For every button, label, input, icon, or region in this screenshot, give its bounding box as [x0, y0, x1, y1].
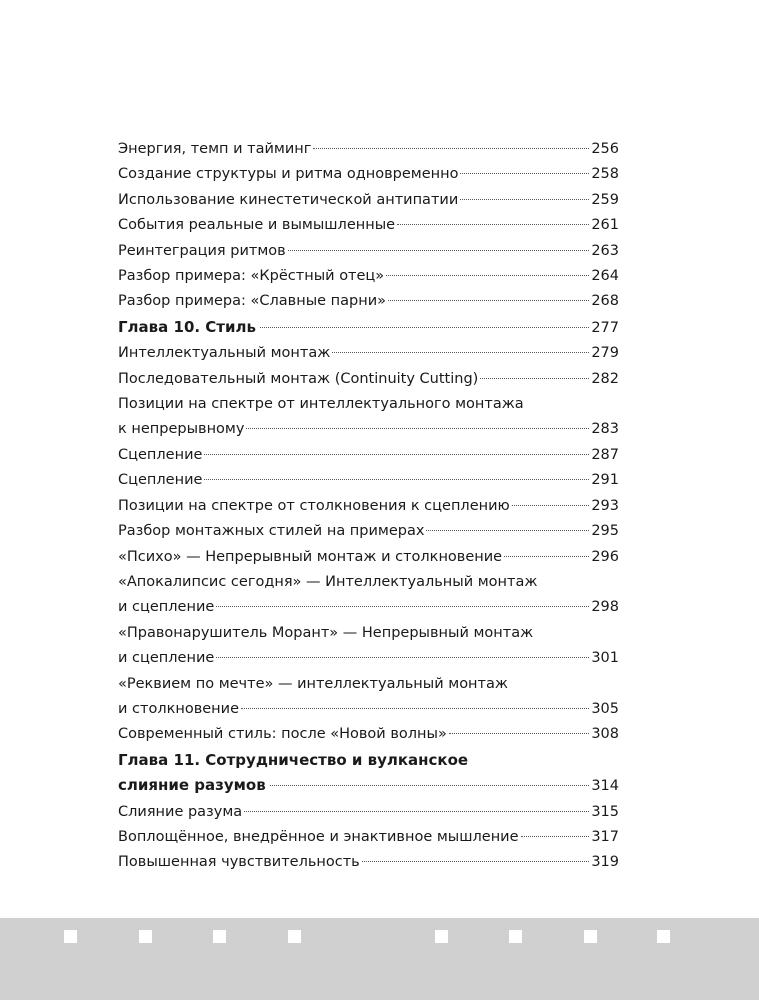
toc-page-number: 314 — [591, 778, 619, 795]
toc-entry-line — [118, 341, 619, 366]
footer-square — [64, 930, 77, 943]
footer-square — [288, 930, 301, 943]
toc-entry-title: и сцепление — [118, 599, 215, 616]
toc-entry-line — [118, 137, 619, 162]
toc-section-entry — [118, 800, 619, 825]
toc-entry-title: Сцепление — [118, 446, 203, 463]
footer-square — [657, 930, 670, 943]
toc-section-entry — [118, 494, 619, 519]
toc-section-entry — [118, 213, 619, 238]
toc-entry-line — [118, 264, 619, 289]
toc-entry-title: Энергия, темп и тайминг — [118, 141, 312, 157]
toc-entry-line — [118, 545, 619, 570]
toc-entry-line — [118, 800, 619, 825]
toc-page-number: 263 — [591, 242, 619, 259]
toc-entry-title: Интеллектуальный монтаж — [118, 345, 331, 362]
dot-leader — [362, 861, 590, 862]
footer-band — [0, 918, 759, 1000]
toc-entry-line — [118, 162, 619, 187]
toc-chapter-entry — [118, 748, 619, 800]
toc-entry-line — [118, 239, 619, 264]
toc-page-number: 295 — [591, 523, 619, 540]
dot-leader — [397, 224, 589, 225]
toc-page-number: 261 — [591, 217, 619, 234]
toc-entry-line — [118, 392, 619, 417]
dot-leader — [512, 505, 590, 506]
toc-page-number: 268 — [591, 293, 619, 310]
toc-page-number: 291 — [591, 472, 619, 489]
toc-entry-line — [118, 850, 619, 875]
toc-page-number: 317 — [591, 828, 619, 845]
toc-section-entry — [118, 289, 619, 314]
toc-entry-title: Разбор монтажных стилей на примерах — [118, 523, 425, 540]
toc-entry-line — [118, 595, 619, 620]
toc-section-entry — [118, 162, 619, 187]
toc-entry-title: слияние разумов — [118, 776, 266, 795]
toc-section-entry — [118, 137, 619, 162]
toc-entry-line — [118, 367, 619, 392]
toc-section-entry — [118, 519, 619, 544]
dot-leader — [460, 199, 589, 200]
dot-leader — [504, 556, 589, 557]
toc-entry-line — [118, 213, 619, 238]
dot-leader — [313, 148, 589, 149]
dot-leader — [246, 428, 589, 429]
toc-section-entry — [118, 825, 619, 850]
footer-square — [213, 930, 226, 943]
toc-page-number: 308 — [591, 726, 619, 743]
dot-leader — [204, 454, 589, 455]
toc-entry-title: Современный стиль: после «Новой волны» — [118, 726, 447, 743]
dot-leader — [332, 352, 589, 353]
table-of-contents — [118, 137, 619, 876]
toc-page-number: 305 — [591, 700, 619, 717]
toc-page-number: 259 — [591, 191, 619, 208]
dot-leader — [260, 327, 589, 328]
toc-page-number: 258 — [591, 166, 619, 183]
toc-page-number: 264 — [591, 268, 619, 285]
toc-section-entry — [118, 367, 619, 392]
toc-entry-line — [118, 289, 619, 314]
toc-entry-line — [118, 188, 619, 213]
toc-page-number: 319 — [591, 854, 619, 871]
toc-entry-line — [118, 570, 619, 595]
toc-entry-title: Реинтеграция ритмов — [118, 242, 286, 259]
dot-leader — [204, 479, 589, 480]
toc-entry-line — [118, 773, 619, 799]
toc-entry-title: к непрерывному — [118, 421, 245, 438]
toc-page-number: 293 — [591, 497, 619, 514]
toc-chapter-entry — [118, 315, 619, 341]
toc-section-entry — [118, 722, 619, 747]
toc-entry-title: Повышенная чувствительность — [118, 854, 360, 871]
dot-leader — [388, 300, 589, 301]
toc-page-number: 279 — [591, 345, 619, 362]
toc-entry-line — [118, 443, 619, 468]
toc-section-entry — [118, 570, 619, 621]
toc-entry-title: Последовательный монтаж (Continuity Cutting) — [118, 370, 479, 387]
dot-leader — [241, 708, 589, 709]
toc-entry-title: Сцепление — [118, 472, 203, 489]
toc-entry-line — [118, 494, 619, 519]
toc-page-number: 301 — [591, 650, 619, 667]
footer-square — [509, 930, 522, 943]
dot-leader — [216, 606, 589, 607]
toc-page-number: 287 — [591, 446, 619, 463]
toc-section-entry — [118, 239, 619, 264]
toc-section-entry — [118, 621, 619, 672]
toc-section-entry — [118, 341, 619, 366]
dot-leader — [480, 378, 589, 379]
toc-page-number: 296 — [591, 548, 619, 565]
toc-page-number: 282 — [591, 370, 619, 387]
toc-entry-title: «Апокалипсис сегодня» — Интеллектуальный монтаж — [118, 573, 538, 590]
toc-section-entry — [118, 264, 619, 289]
toc-entry-line — [118, 621, 619, 646]
toc-entry-title: «Реквием по мечте» — интеллектуальный монтаж — [118, 675, 508, 692]
toc-entry-title: Использование кинестетической антипатии — [118, 191, 459, 208]
toc-section-entry — [118, 188, 619, 213]
toc-entry-line — [118, 417, 619, 442]
toc-entry-title: Слияние разума — [118, 803, 243, 820]
toc-entry-title: События реальные и вымышленные — [118, 217, 396, 234]
toc-entry-line — [118, 468, 619, 493]
toc-entry-line — [118, 646, 619, 671]
toc-entry-title: и столкновение — [118, 700, 239, 717]
dot-leader — [244, 811, 589, 812]
toc-entry-title: Позиции на спектре от столкновения к сцеплению — [118, 497, 510, 514]
footer-square — [584, 930, 597, 943]
toc-entry-title: Разбор примера: «Крёстный отец» — [118, 268, 385, 285]
toc-entry-title: Разбор примера: «Славные парни» — [118, 293, 387, 310]
toc-section-entry — [118, 392, 619, 443]
toc-entry-line — [118, 697, 619, 722]
toc-entry-line — [118, 825, 619, 850]
toc-entry-line — [118, 672, 619, 697]
toc-section-entry — [118, 545, 619, 570]
toc-section-entry — [118, 443, 619, 468]
toc-entry-title: Глава 10. Стиль — [118, 317, 256, 336]
toc-entry-line — [118, 315, 619, 341]
dot-leader — [460, 173, 589, 174]
dot-leader — [449, 733, 589, 734]
toc-entry-line — [118, 519, 619, 544]
dot-leader — [521, 836, 590, 837]
toc-section-entry — [118, 850, 619, 875]
toc-page-number: 298 — [591, 599, 619, 616]
toc-entry-line — [118, 722, 619, 747]
toc-entry-title: Воплощённое, внедрённое и энактивное мышление — [118, 828, 519, 845]
footer-square — [435, 930, 448, 943]
dot-leader — [270, 785, 590, 786]
dot-leader — [288, 250, 590, 251]
toc-page-number: 256 — [591, 141, 619, 157]
toc-entry-title: и сцепление — [118, 650, 215, 667]
toc-page-number: 277 — [591, 319, 619, 336]
toc-entry-title: «Психо» — Непрерывный монтаж и столкновение — [118, 548, 503, 565]
toc-page-number: 315 — [591, 803, 619, 820]
dot-leader — [426, 530, 589, 531]
toc-entry-title: Создание структуры и ритма одновременно — [118, 166, 459, 183]
toc-section-entry — [118, 672, 619, 723]
toc-page-number: 283 — [591, 421, 619, 438]
dot-leader — [216, 657, 589, 658]
toc-entry-title: «Правонарушитель Морант» — Непрерывный монтаж — [118, 624, 534, 641]
footer-square — [139, 930, 152, 943]
dot-leader — [386, 275, 589, 276]
toc-entry-title: Позиции на спектре от интеллектуального монтажа — [118, 396, 524, 413]
toc-entry-line — [118, 748, 619, 773]
toc-section-entry — [118, 468, 619, 493]
toc-entry-title: Глава 11. Сотрудничество и вулканское — [118, 750, 469, 769]
